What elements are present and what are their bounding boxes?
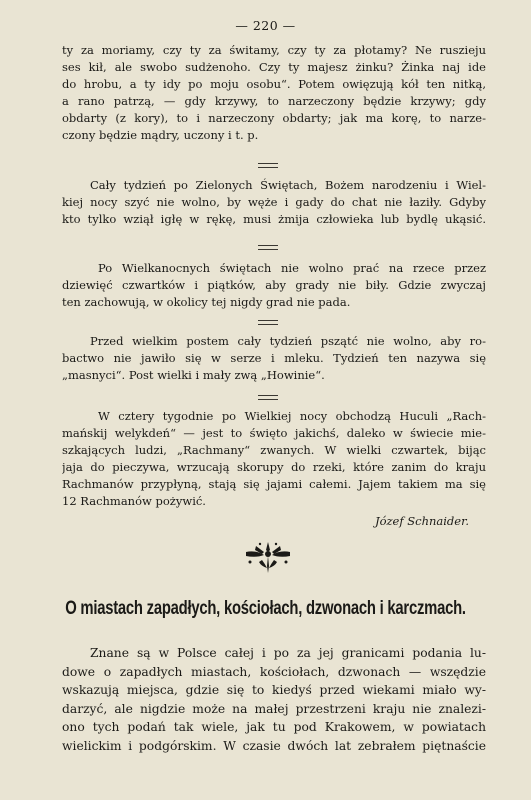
text-line: ten zachowują, w okolicy tej nigdy grad nie pada.: [62, 295, 351, 309]
text-line: ty za moriamy, czy ty za świtamy, czy ty za płotamy? Ne ruszieju: [62, 43, 486, 57]
paragraph-1: [62, 42, 486, 144]
article-body: [62, 644, 486, 755]
text-line: Znane są w Polsce całej i po za jej granicami podania lu-: [90, 646, 486, 660]
separator-rule: [258, 395, 278, 400]
paragraph-3: [62, 260, 486, 311]
paragraph-5: [62, 408, 486, 510]
text-line: do hrobu, a ty idy po moju osobu“. Potem owięzują kół ten nitką,: [62, 77, 486, 91]
paragraph-4: [62, 333, 486, 384]
text-line: kto tylko wziął igłę w rękę, musi żmija człowieka lub bydlę ukąsić.: [62, 212, 486, 226]
separator-rule: [258, 245, 278, 250]
text-line: bactwo nie jawiło się w serze i mleku. Tydzień ten nazywa się: [62, 351, 486, 365]
text-line: obdarty (z kory), to i narzeczony obdarty; jak ma korę, to narze-: [62, 111, 486, 125]
text-line: wskazują miejsca, gdzie się to kiedyś przed wiekami miało wy-: [62, 683, 486, 697]
text-line: kiej nocy szyć nie wolno, by węże i gady do chat nie łaziły. Gdyby: [62, 195, 486, 209]
text-line: szkających ludzi, „Rachmany“ zwanych. W wielki czwartek, bijąc: [62, 443, 486, 457]
text-line: W cztery tygodnie po Wielkiej nocy obchodzą Huculi „Rach-: [98, 409, 486, 423]
text-line: jaja do pieczywa, wrzucają skorupy do rzeki, które zanim do kraju: [62, 460, 486, 474]
text-line: dziewięć czwartków i piątków, aby grady nie biły. Gdzie zwyczaj: [62, 278, 486, 292]
author-signature: Józef Schnaider.: [374, 514, 469, 528]
section-heading: O miastach zapadłych, kościołach, dzwonach i karczmach.: [65, 598, 466, 619]
text-line: 12 Rachmanów pożywić.: [62, 494, 206, 508]
separator-rule: [258, 320, 278, 325]
text-line: czony będzie mądry, uczony i t. p.: [62, 128, 259, 142]
text-line: darzyć, ale nigdzie może na małej przestrzeni kraju nie znalezi-: [62, 701, 486, 716]
floral-ornament-icon: [242, 540, 294, 574]
text-line: ono tych podań tak wiele, jak tu pod Krakowem, w powiatach: [62, 720, 486, 734]
text-line: Rachmanów przypłyną, stają się jajami całemi. Jajem takiem ma się: [62, 477, 486, 491]
text-line: Po Wielkanocnych świętach nie wolno prać na rzece przez: [98, 261, 486, 275]
text-line: dowe o zapadłych miastach, kościołach, dzwonach — wszędzie: [62, 664, 486, 679]
page-number: — 220 —: [235, 18, 296, 33]
text-line: Cały tydzień po Zielonych Świętach, Bożem narodzeniu i Wiel-: [90, 178, 486, 192]
text-line: a rano patrzą, — gdy krzywy, to narzeczony będzie krzywy; gdy: [62, 94, 486, 108]
separator-rule: [258, 163, 278, 168]
text-line: „masnyci“. Post wielki i mały zwą „Howinie“.: [62, 368, 325, 382]
text-line: mańskij welykdeń“ — jest to święto jakichś, daleko w świecie mie-: [62, 426, 486, 440]
text-line: Przed wielkim postem cały tydzień pszątć nie wolno, aby ro-: [90, 334, 486, 348]
text-line: wielickim i podgórskim. W czasie dwóch lat zebrałem piętnaście: [62, 738, 486, 753]
paragraph-2: [62, 177, 486, 228]
text-line: ses kił, ale swobo sudżenoho. Czy ty majesz żinku? Żinka naj ide: [62, 60, 486, 74]
